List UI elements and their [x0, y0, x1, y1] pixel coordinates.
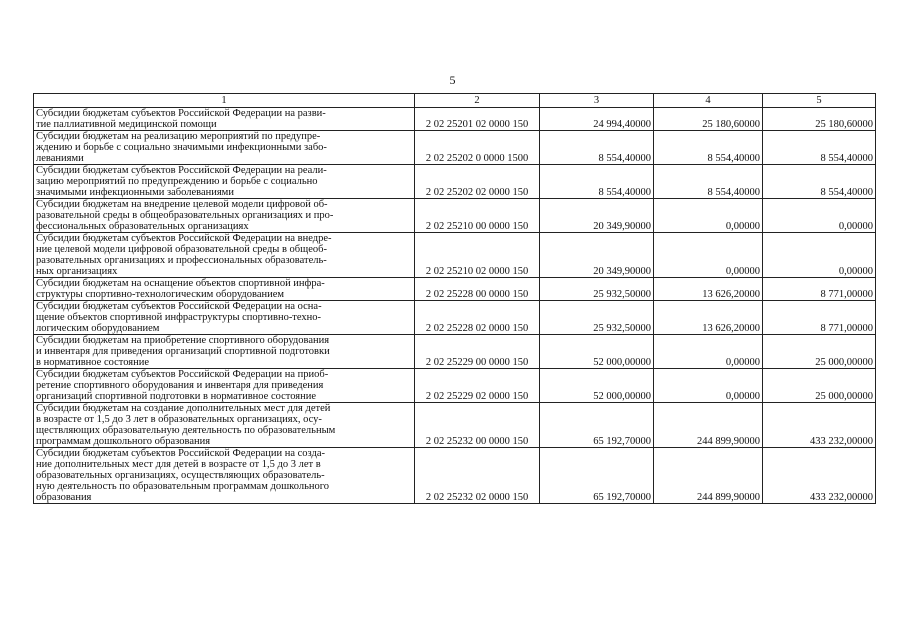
table-row: [34, 301, 876, 335]
value-2021: 13 626,20000: [654, 301, 763, 335]
value-2022: 25 000,00000: [763, 335, 876, 369]
description-line: разовательных организациях и профессиональных образователь-: [36, 255, 327, 266]
description-line: фессиональных образовательных организациях: [36, 221, 249, 232]
value-2020: 20 349,90000: [540, 233, 654, 278]
row-description: [34, 448, 415, 504]
column-header: 1: [34, 94, 415, 108]
value-2022: 25 180,60000: [763, 108, 876, 131]
description-line: Субсидии бюджетам на реализацию мероприятий по предупре-: [36, 131, 321, 142]
budget-code: 2 02 25229 00 0000 150: [415, 335, 540, 369]
value-2022: 433 232,00000: [763, 403, 876, 448]
description-line: Субсидии бюджетам субъектов Российской Федерации на разви-: [36, 108, 326, 119]
value-2020: 52 000,00000: [540, 369, 654, 403]
value-2021: 0,00000: [654, 369, 763, 403]
table-row: [34, 165, 876, 199]
value-2020: 25 932,50000: [540, 301, 654, 335]
description-line: Субсидии бюджетам субъектов Российской Федерации на созда-: [36, 448, 326, 459]
description-line: структуры спортивно-технологическим оборудованием: [36, 289, 285, 300]
description-line: Субсидии бюджетам на приобретение спортивного оборудования: [36, 335, 330, 346]
row-description: [34, 233, 415, 278]
value-2022: 8 554,40000: [763, 165, 876, 199]
value-2020: 65 192,70000: [540, 448, 654, 504]
value-2020: 24 994,40000: [540, 108, 654, 131]
row-description: [34, 335, 415, 369]
value-2021: 0,00000: [654, 335, 763, 369]
budget-code: 2 02 25202 02 0000 150: [415, 165, 540, 199]
description-line: образовательных организациях, осуществляющих образователь-: [36, 470, 325, 481]
value-2020: 65 192,70000: [540, 403, 654, 448]
budget-code: 2 02 25202 0 0000 1500: [415, 131, 540, 165]
budget-code: 2 02 25232 02 0000 150: [415, 448, 540, 504]
table-row: [34, 335, 876, 369]
description-line: организаций спортивной подготовки в нормативное состояние: [36, 391, 316, 402]
description-line: в возрасте от 1,5 до 3 лет в образовательных организациях, осу-: [36, 414, 322, 425]
description-line: разовательной среды в общеобразовательных организациях и про-: [36, 210, 334, 221]
value-2022: 8 554,40000: [763, 131, 876, 165]
budget-code: 2 02 25210 00 0000 150: [415, 199, 540, 233]
budget-code: 2 02 25201 02 0000 150: [415, 108, 540, 131]
description-line: щение объектов спортивной инфраструктуры спортивно-техно-: [36, 312, 322, 323]
description-line: леваниями: [36, 153, 84, 164]
value-2021: 244 899,90000: [654, 448, 763, 504]
table-row: [34, 403, 876, 448]
value-2021: 25 180,60000: [654, 108, 763, 131]
description-line: в нормативное состояние: [36, 357, 150, 368]
value-2021: 8 554,40000: [654, 131, 763, 165]
row-description: [34, 165, 415, 199]
row-description: [34, 199, 415, 233]
table-row: [34, 199, 876, 233]
description-line: программам дошкольного образования: [36, 436, 211, 447]
description-line: значимыми инфекционными заболеваниями: [36, 187, 234, 198]
row-description: [34, 131, 415, 165]
table-row: [34, 448, 876, 504]
description-line: ных организациях: [36, 266, 118, 277]
column-header: 2: [415, 94, 540, 108]
page-number: 5: [449, 73, 456, 87]
column-header: 4: [654, 94, 763, 108]
description-line: тие паллиативной медицинской помощи: [36, 119, 217, 130]
value-2020: 25 932,50000: [540, 278, 654, 301]
budget-code: 2 02 25229 02 0000 150: [415, 369, 540, 403]
table-row: [34, 233, 876, 278]
description-line: Субсидии бюджетам субъектов Российской Федерации на внедре-: [36, 233, 332, 244]
table-row: [34, 369, 876, 403]
value-2022: 0,00000: [763, 233, 876, 278]
value-2021: 0,00000: [654, 199, 763, 233]
description-line: Субсидии бюджетам субъектов Российской Федерации на приоб-: [36, 369, 329, 380]
description-line: ние дополнительных мест для детей в возрасте от 1,5 до 3 лет в: [36, 459, 321, 470]
description-line: ретение спортивного оборудования и инвентаря для приведения: [36, 380, 324, 391]
description-line: ждению и борьбе с социально значимыми инфекционными забо-: [36, 142, 327, 153]
value-2020: 8 554,40000: [540, 165, 654, 199]
description-line: и инвентаря для приведения организаций спортивной подготовки: [36, 346, 330, 357]
column-header: 5: [763, 94, 876, 108]
row-description: [34, 301, 415, 335]
description-line: Субсидии бюджетам субъектов Российской Федерации на реали-: [36, 165, 327, 176]
description-line: ние целевой модели цифровой образовательной среды в общеоб-: [36, 244, 327, 255]
row-description: [34, 369, 415, 403]
row-description: [34, 278, 415, 301]
description-line: Субсидии бюджетам субъектов Российской Федерации на осна-: [36, 301, 322, 312]
value-2020: 8 554,40000: [540, 131, 654, 165]
description-line: ную деятельность по образовательным программам дошкольного: [36, 481, 330, 492]
budget-code: 2 02 25232 00 0000 150: [415, 403, 540, 448]
budget-code: 2 02 25210 02 0000 150: [415, 233, 540, 278]
value-2020: 20 349,90000: [540, 199, 654, 233]
value-2022: 433 232,00000: [763, 448, 876, 504]
value-2021: 8 554,40000: [654, 165, 763, 199]
budget-table: [33, 93, 876, 504]
description-line: образования: [36, 492, 92, 503]
description-line: Субсидии бюджетам на создание дополнительных мест для детей: [36, 403, 331, 414]
table-row: [34, 131, 876, 165]
row-description: [34, 108, 415, 131]
value-2021: 0,00000: [654, 233, 763, 278]
value-2021: 13 626,20000: [654, 278, 763, 301]
value-2022: 25 000,00000: [763, 369, 876, 403]
budget-code: 2 02 25228 02 0000 150: [415, 301, 540, 335]
description-line: Субсидии бюджетам на оснащение объектов спортивной инфра-: [36, 278, 325, 289]
table-row: [34, 278, 876, 301]
table-row: [34, 108, 876, 131]
row-description: [34, 403, 415, 448]
description-line: ществляющих образовательную деятельность по образовательным: [36, 425, 336, 436]
value-2020: 52 000,00000: [540, 335, 654, 369]
value-2022: 8 771,00000: [763, 301, 876, 335]
budget-code: 2 02 25228 00 0000 150: [415, 278, 540, 301]
value-2021: 244 899,90000: [654, 403, 763, 448]
column-header: 3: [540, 94, 654, 108]
table-body: [34, 108, 876, 504]
table-header-row: [34, 94, 876, 108]
value-2022: 0,00000: [763, 199, 876, 233]
description-line: зацию мероприятий по предупреждению и борьбе с социально: [36, 176, 318, 187]
description-line: Субсидии бюджетам на внедрение целевой модели цифровой об-: [36, 199, 328, 210]
description-line: логическим оборудованием: [36, 323, 160, 334]
value-2022: 8 771,00000: [763, 278, 876, 301]
